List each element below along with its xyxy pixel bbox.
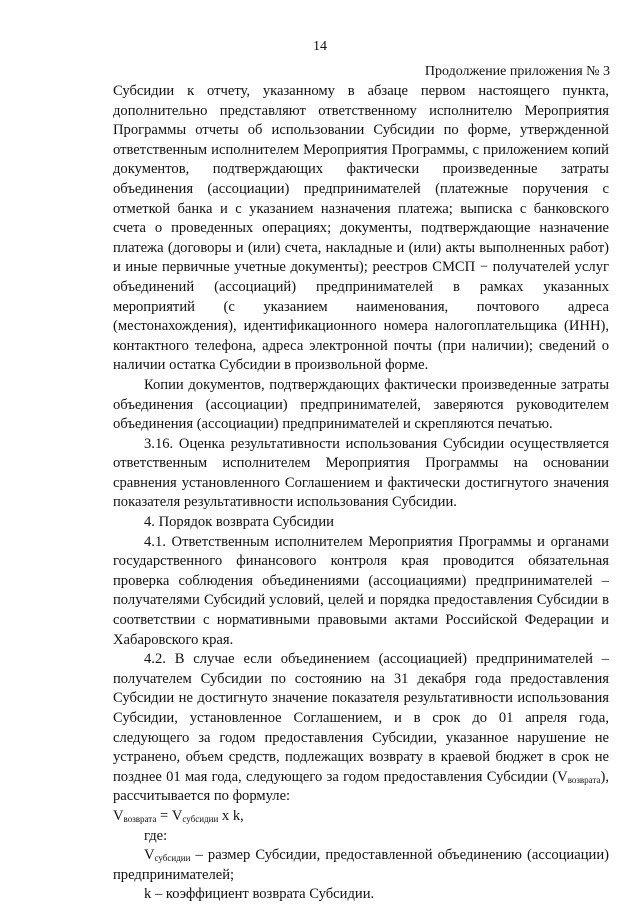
definition-v-subsidy xyxy=(113,846,609,885)
page-number: 14 xyxy=(313,39,327,54)
section-heading: 4. Порядок возврата Субсидии xyxy=(144,514,334,531)
definition-k: k – коэффициент возврата Субсидии. xyxy=(144,886,375,903)
formula-rhs-subscript: субсидии xyxy=(182,813,219,824)
paragraph-3-16: 3.16. Оценка результативности использования Субсидии осуществляется ответственным исполнителем Мероприятия Программы на основании сравнения установленного Соглашением и фактически достигнутого значения показателя результативности использования Субсидии. xyxy=(113,435,609,511)
paragraph-document-copies: Копии документов, подтверждающих фактически произведенные затраты объединения (ассоциации) предпринимателей, заверяются руководителем объединения (ассоциации) предпринимателей и скрепляются печатью. xyxy=(113,376,609,433)
definition-text: – размер Субсидии, предоставленной объединению (ассоциации) предпринимателей; xyxy=(113,847,609,883)
formula-equals: = V xyxy=(156,807,183,824)
formula-rhs-tail: x k, xyxy=(218,807,244,824)
document-body xyxy=(113,82,609,905)
definition-variable-subscript: субсидии xyxy=(154,853,191,864)
paragraph-4-2-text: 4.2. В случае если объединением (ассоциацией) предпринимателей – получателем Субсидии по состоянию на 31 декабря года предоставления Субсидии не достигнуто значение показателя результативности использования Субсидии, установленное Соглашением, и в срок до 01 апреля года, следующего за годом предоставления Субсидии, указанное нарушение не устранено, объем средств, подлежащих возврату в краевой бюджет в срок не позднее 01 мая года, следующего за годом предоставления Субсидии (V xyxy=(113,651,609,785)
definition-variable: V xyxy=(144,847,155,864)
paragraph-4-2-tail: ), рассчитывается по формуле: xyxy=(113,768,609,805)
formula-lhs: V xyxy=(113,807,124,824)
paragraph-4-2-subscript: возврата xyxy=(567,774,601,785)
paragraph-4-1: 4.1. Ответственным исполнителем Мероприятия Программы и органами государственного финансового контроля края проводится обязательная проверка соблюдения объединениями (ассоциациями) предпринимателей – получателями Субсидий условий, целей и порядка предоставления Субсидии в соответствии с нормативными правовыми актами Российской Федерации и Хабаровского края. xyxy=(113,533,609,648)
formula xyxy=(113,807,609,827)
where-label: где: xyxy=(144,827,168,844)
paragraph-reporting-documents: Субсидии к отчету, указанному в абзаце первом настоящего пункта, дополнительно представляют ответственному исполнителю Мероприятия Программы отчеты об использовании Субсидии по форме, утвержденной ответственным исполнителем Мероприятия Программы, с приложением копий документов, подтверждающих фактически произведенные затраты объединения (ассоциации) предпринимателей (платежные поручения с отметкой банка и с указанием назначения платежа; выписка с банковского счета о проведенных операциях; документы, подтверждающие назначение платежа (договоры и (или) счета, накладные и (или) акты выполненных работ) и иные первичные учетные документы); реестров СМСП − получателей услуг объединений (ассоциаций) предпринимателей в рамках указанных мероприятий (с указанием наименования, почтового адреса (местонахождения), идентификационного номера налогоплательщика (ИНН), контактного телефона, адреса электронной почты (при наличии); сведений о наличии остатка Субсидии в произвольной форме. xyxy=(113,83,609,374)
appendix-continuation-note: Продолжение приложения № 3 xyxy=(424,64,610,79)
paragraph-4-2 xyxy=(113,650,609,807)
formula-lhs-subscript: возврата xyxy=(123,813,157,824)
